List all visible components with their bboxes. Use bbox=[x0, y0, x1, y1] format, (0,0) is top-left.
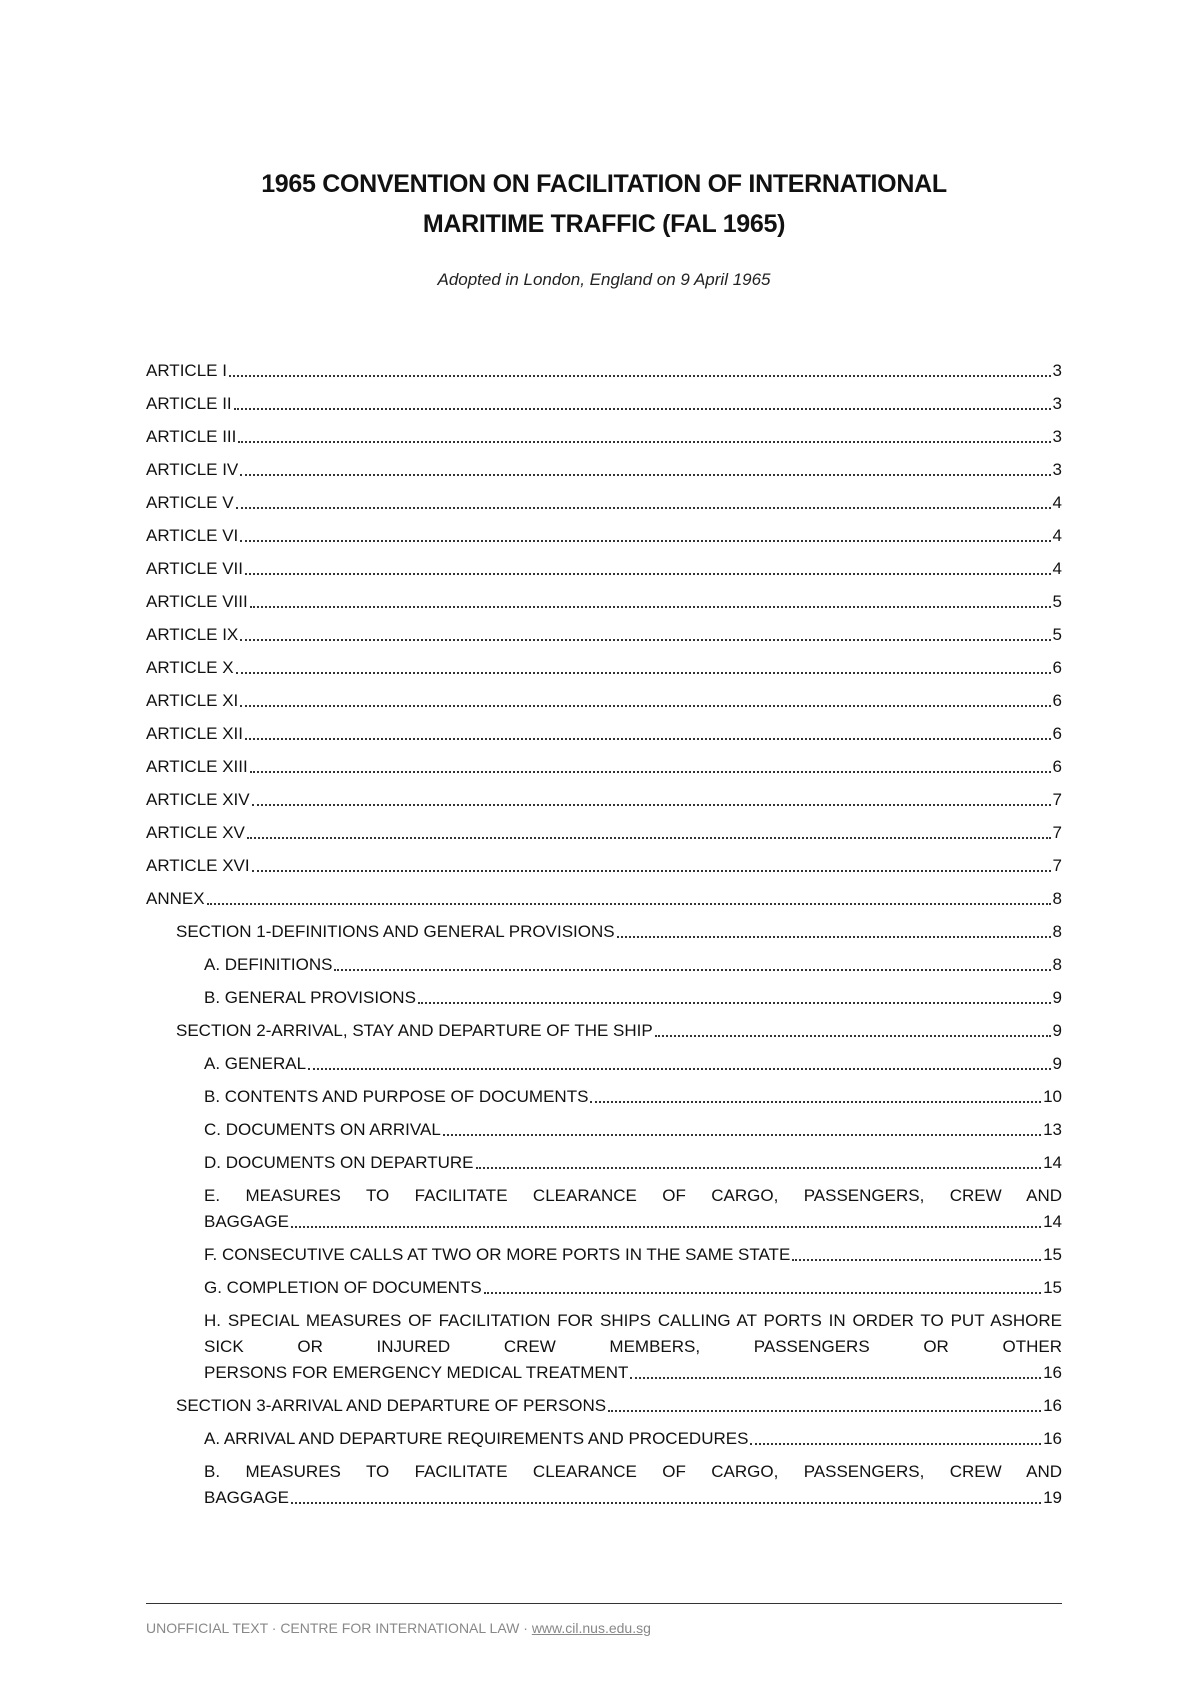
toc-leader-dots bbox=[247, 837, 1051, 839]
toc-leader-dots bbox=[630, 1377, 1041, 1379]
title-line-1: 1965 CONVENTION ON FACILITATION OF INTERNATIONAL bbox=[261, 170, 947, 198]
toc-entry[interactable] bbox=[146, 688, 1062, 714]
toc-page-number: 6 bbox=[1052, 691, 1062, 710]
toc-entry-label: ARTICLE XIII bbox=[146, 757, 248, 776]
toc-page-number: 9 bbox=[1052, 1021, 1062, 1040]
toc-leader-dots bbox=[291, 1502, 1041, 1504]
toc-entry[interactable] bbox=[146, 1275, 1062, 1301]
toc-leader-dots bbox=[207, 903, 1051, 905]
title-line-2: MARITIME TRAFFIC (FAL 1965) bbox=[422, 210, 786, 238]
toc-leader-dots bbox=[245, 573, 1051, 575]
toc-entry[interactable] bbox=[146, 787, 1062, 813]
toc-page-number: 6 bbox=[1052, 757, 1062, 776]
toc-entry[interactable] bbox=[146, 1084, 1062, 1110]
toc-entry-label: ARTICLE V bbox=[146, 493, 234, 512]
toc-entry-label: G. COMPLETION OF DOCUMENTS bbox=[204, 1278, 482, 1297]
toc-entry[interactable] bbox=[146, 1183, 1062, 1235]
toc-entry[interactable] bbox=[146, 556, 1062, 582]
toc-leader-dots bbox=[792, 1259, 1041, 1261]
toc-entry-label: ARTICLE I bbox=[146, 361, 227, 380]
toc-leader-dots bbox=[291, 1226, 1041, 1228]
toc-entry-label: C. DOCUMENTS ON ARRIVAL bbox=[204, 1120, 441, 1139]
toc-leader-dots bbox=[252, 804, 1051, 806]
toc-page-number: 3 bbox=[1052, 460, 1062, 479]
toc-entry-label: ARTICLE VII bbox=[146, 559, 243, 578]
toc-entry-label: ARTICLE X bbox=[146, 658, 234, 677]
toc-page-number: 14 bbox=[1043, 1212, 1062, 1231]
toc-entry-label: ANNEX bbox=[146, 889, 205, 908]
toc-page-number: 3 bbox=[1052, 394, 1062, 413]
toc-entry-label: B. MEASURES TO FACILITATE CLEARANCE OF CARGO, PASSENGERS, CREW AND bbox=[204, 1462, 1062, 1481]
toc-leader-dots bbox=[655, 1035, 1051, 1037]
toc-entry[interactable] bbox=[146, 358, 1062, 384]
toc-entry[interactable] bbox=[146, 985, 1062, 1011]
toc-entry-label-continued: BAGGAGE bbox=[204, 1488, 290, 1507]
toc-page-number: 5 bbox=[1052, 592, 1062, 611]
toc-page-number: 16 bbox=[1043, 1396, 1062, 1415]
toc-page-number: 15 bbox=[1043, 1245, 1062, 1264]
toc-entry-label: ARTICLE XI bbox=[146, 691, 239, 710]
toc-entry[interactable] bbox=[146, 952, 1062, 978]
toc-leader-dots bbox=[608, 1410, 1041, 1412]
toc-page-number: 4 bbox=[1052, 559, 1062, 578]
toc-leader-dots bbox=[236, 507, 1051, 509]
toc-entry-label: A. DEFINITIONS bbox=[204, 955, 333, 974]
toc-page-number: 9 bbox=[1052, 988, 1062, 1007]
toc-entry-label: ARTICLE II bbox=[146, 394, 232, 413]
toc-entry[interactable] bbox=[146, 622, 1062, 648]
toc-leader-dots bbox=[418, 1002, 1051, 1004]
toc-page-number: 9 bbox=[1052, 1054, 1062, 1073]
toc-page-number: 8 bbox=[1052, 889, 1062, 908]
toc-entry-last-line bbox=[204, 1485, 1062, 1511]
toc-entry-label: ARTICLE VI bbox=[146, 526, 239, 545]
toc-leader-dots bbox=[250, 606, 1051, 608]
toc-page-number: 8 bbox=[1052, 955, 1062, 974]
toc-entry-label: SECTION 1-DEFINITIONS AND GENERAL PROVISIONS bbox=[176, 922, 615, 941]
toc-page-number: 7 bbox=[1052, 790, 1062, 809]
toc-page-number: 10 bbox=[1043, 1087, 1062, 1106]
toc-entry-label: SECTION 3-ARRIVAL AND DEPARTURE OF PERSONS bbox=[176, 1396, 607, 1415]
toc-entry[interactable] bbox=[146, 1150, 1062, 1176]
toc-entry-label: F. CONSECUTIVE CALLS AT TWO OR MORE PORTS IN THE SAME STATE bbox=[204, 1245, 791, 1264]
toc-entry-label: E. MEASURES TO FACILITATE CLEARANCE OF CARGO, PASSENGERS, CREW AND bbox=[204, 1186, 1062, 1205]
toc-leader-dots bbox=[245, 738, 1051, 740]
toc-leader-dots bbox=[443, 1134, 1041, 1136]
toc-page-number: 5 bbox=[1052, 625, 1062, 644]
toc-page-number: 3 bbox=[1052, 361, 1062, 380]
toc-entry-label: B. CONTENTS AND PURPOSE OF DOCUMENTS bbox=[204, 1087, 589, 1106]
toc-leader-dots bbox=[308, 1068, 1050, 1070]
toc-entry-label: ARTICLE IX bbox=[146, 625, 239, 644]
toc-entry[interactable] bbox=[146, 721, 1062, 747]
document-title bbox=[146, 164, 1062, 244]
toc-leader-dots bbox=[250, 771, 1051, 773]
toc-page-number: 16 bbox=[1043, 1429, 1062, 1448]
toc-entry-label: ARTICLE III bbox=[146, 427, 237, 446]
toc-entry[interactable] bbox=[146, 853, 1062, 879]
toc-leader-dots bbox=[240, 639, 1050, 641]
toc-leader-dots bbox=[240, 705, 1050, 707]
toc-entry-label: B. GENERAL PROVISIONS bbox=[204, 988, 416, 1007]
toc-entry-label: SECTION 2-ARRIVAL, STAY AND DEPARTURE OF THE SHIP bbox=[176, 1021, 653, 1040]
toc-entry[interactable] bbox=[146, 655, 1062, 681]
toc-entry[interactable] bbox=[146, 589, 1062, 615]
toc-leader-dots bbox=[252, 870, 1051, 872]
toc-page-number: 6 bbox=[1052, 724, 1062, 743]
toc-entry[interactable] bbox=[146, 820, 1062, 846]
toc-entry[interactable] bbox=[146, 391, 1062, 417]
toc-entry-label: ARTICLE XVI bbox=[146, 856, 250, 875]
toc-leader-dots bbox=[590, 1101, 1041, 1103]
toc-leader-dots bbox=[750, 1443, 1041, 1445]
toc-leader-dots bbox=[236, 672, 1051, 674]
toc-leader-dots bbox=[240, 540, 1050, 542]
toc-page-number: 8 bbox=[1052, 922, 1062, 941]
toc-entry[interactable] bbox=[146, 1308, 1062, 1386]
toc-entry[interactable] bbox=[146, 1242, 1062, 1268]
toc-entry[interactable] bbox=[146, 457, 1062, 483]
toc-page-number: 7 bbox=[1052, 856, 1062, 875]
toc-entry[interactable] bbox=[146, 523, 1062, 549]
toc-page-number: 7 bbox=[1052, 823, 1062, 842]
toc-entry[interactable] bbox=[146, 1459, 1062, 1511]
toc-page-number: 14 bbox=[1043, 1153, 1062, 1172]
adoption-note: Adopted in London, England on 9 April 1965 bbox=[437, 270, 771, 289]
toc-leader-dots bbox=[617, 936, 1051, 938]
toc-entry[interactable] bbox=[146, 1393, 1062, 1419]
footer-divider bbox=[146, 1603, 1062, 1604]
toc-entry-label: ARTICLE XV bbox=[146, 823, 245, 842]
toc-page-number: 4 bbox=[1052, 493, 1062, 512]
toc-entry[interactable] bbox=[146, 1426, 1062, 1452]
toc-entry-label-continued: PERSONS FOR EMERGENCY MEDICAL TREATMENT bbox=[204, 1363, 629, 1382]
toc-entry-last-line bbox=[204, 1360, 1062, 1386]
toc-entry[interactable] bbox=[146, 424, 1062, 450]
toc-leader-dots bbox=[229, 375, 1051, 377]
toc-page-number: 16 bbox=[1043, 1363, 1062, 1382]
toc-entry-label: ARTICLE IV bbox=[146, 460, 239, 479]
toc-entry[interactable] bbox=[146, 1117, 1062, 1143]
toc-leader-dots bbox=[238, 441, 1050, 443]
toc-entry-label: ARTICLE XII bbox=[146, 724, 243, 743]
toc-entry-label: A. ARRIVAL AND DEPARTURE REQUIREMENTS AND PROCEDURES bbox=[204, 1429, 749, 1448]
toc-page-number: 6 bbox=[1052, 658, 1062, 677]
toc-page-number: 4 bbox=[1052, 526, 1062, 545]
toc-entry-last-line bbox=[204, 1209, 1062, 1235]
toc-leader-dots bbox=[334, 969, 1050, 971]
toc-leader-dots bbox=[240, 474, 1050, 476]
toc-entry-label-continued: BAGGAGE bbox=[204, 1212, 290, 1231]
toc-page-number: 15 bbox=[1043, 1278, 1062, 1297]
toc-entry[interactable] bbox=[146, 1018, 1062, 1044]
toc-entry[interactable] bbox=[146, 919, 1062, 945]
toc-entry-label: H. SPECIAL MEASURES OF FACILITATION FOR SHIPS CALLING AT PORTS IN ORDER TO PUT ASHORE SICK OR INJURED CREW MEMBERS, PASSENGERS OR OTHER bbox=[204, 1311, 1062, 1356]
toc-entry[interactable] bbox=[146, 490, 1062, 516]
toc-entry[interactable] bbox=[146, 754, 1062, 780]
table-of-contents bbox=[146, 358, 1062, 1518]
toc-leader-dots bbox=[476, 1167, 1042, 1169]
toc-page-number: 13 bbox=[1043, 1120, 1062, 1139]
toc-entry[interactable] bbox=[146, 1051, 1062, 1077]
toc-page-number: 3 bbox=[1052, 427, 1062, 446]
toc-entry-label: D. DOCUMENTS ON DEPARTURE bbox=[204, 1153, 474, 1172]
toc-entry-label: ARTICLE VIII bbox=[146, 592, 248, 611]
footer bbox=[146, 1618, 651, 1638]
toc-leader-dots bbox=[484, 1292, 1041, 1294]
toc-entry-label: ARTICLE XIV bbox=[146, 790, 250, 809]
toc-entry[interactable] bbox=[146, 886, 1062, 912]
toc-leader-dots bbox=[234, 408, 1051, 410]
footer-text: UNOFFICIAL TEXT · CENTRE FOR INTERNATIONAL LAW · bbox=[146, 1620, 532, 1636]
toc-page-number: 19 bbox=[1043, 1488, 1062, 1507]
toc-entry-label: A. GENERAL bbox=[204, 1054, 307, 1073]
footer-link[interactable]: www.cil.nus.edu.sg bbox=[531, 1620, 651, 1636]
